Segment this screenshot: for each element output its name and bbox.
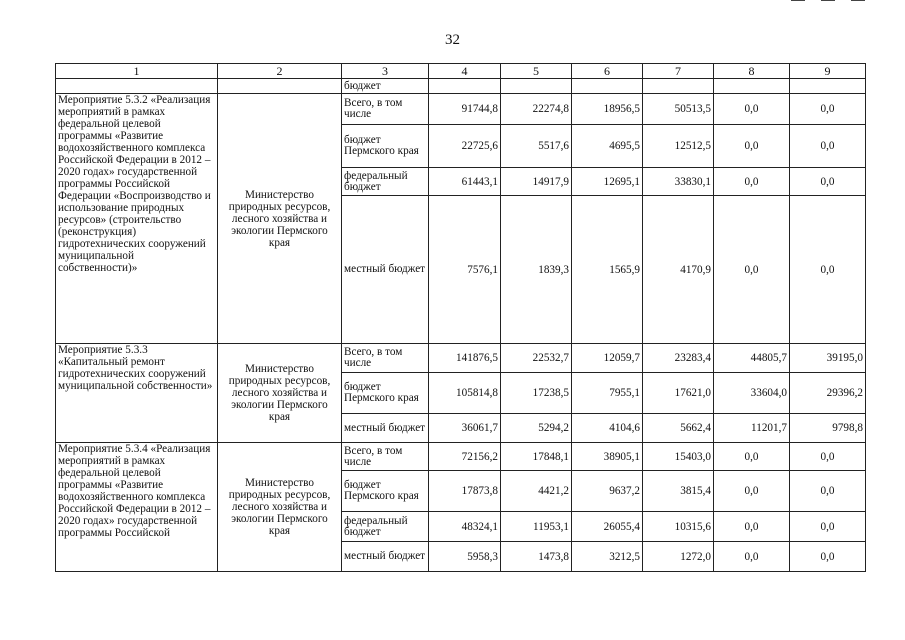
value-cell: 1272,0 bbox=[643, 542, 714, 572]
continuation-row bbox=[56, 79, 866, 94]
value-cell: 48324,1 bbox=[429, 512, 501, 542]
value-cell: 5958,3 bbox=[429, 542, 501, 572]
fund-cell: бюджет Пермского края bbox=[342, 373, 429, 414]
value-cell: 61443,1 bbox=[429, 168, 501, 196]
value-cell: 29396,2 bbox=[790, 373, 866, 414]
value-cell: 12695,1 bbox=[572, 168, 643, 196]
value-cell: 17848,1 bbox=[501, 443, 572, 471]
header-cell: 1 bbox=[56, 64, 218, 79]
activity-cell: Мероприятие 5.3.3 «Капитальный ремонт гидротехнических сооружений муниципальной собственности» bbox=[56, 344, 218, 443]
fund-cell: Всего, в том числе bbox=[342, 443, 429, 471]
value-cell: 22532,7 bbox=[501, 344, 572, 373]
header-cell: 9 bbox=[790, 64, 866, 79]
value-cell: 0,0 bbox=[790, 471, 866, 512]
budget-table bbox=[55, 63, 866, 572]
fund-cell: бюджет bbox=[342, 79, 429, 94]
fund-cell: федеральный бюджет bbox=[342, 512, 429, 542]
value-cell: 3212,5 bbox=[572, 542, 643, 572]
value-cell: 0,0 bbox=[790, 542, 866, 572]
value-cell: 0,0 bbox=[790, 443, 866, 471]
table-row bbox=[56, 443, 866, 471]
value-cell: 36061,7 bbox=[429, 414, 501, 443]
value-cell: 12059,7 bbox=[572, 344, 643, 373]
value-cell: 9798,8 bbox=[790, 414, 866, 443]
value-cell: 0,0 bbox=[714, 94, 790, 125]
scan-marks bbox=[775, 0, 865, 18]
value-cell: 91744,8 bbox=[429, 94, 501, 125]
fund-cell: Всего, в том числе bbox=[342, 94, 429, 125]
value-cell: 4170,9 bbox=[643, 196, 714, 344]
value-cell: 4104,6 bbox=[572, 414, 643, 443]
value-cell: 1565,9 bbox=[572, 196, 643, 344]
value-cell: 0,0 bbox=[714, 512, 790, 542]
header-cell: 7 bbox=[643, 64, 714, 79]
fund-cell: местный бюджет bbox=[342, 542, 429, 572]
value-cell: 17238,5 bbox=[501, 373, 572, 414]
value-cell: 44805,7 bbox=[714, 344, 790, 373]
fund-cell: местный бюджет bbox=[342, 414, 429, 443]
fund-cell: Всего, в том числе bbox=[342, 344, 429, 373]
header-cell: 6 bbox=[572, 64, 643, 79]
value-cell: 9637,2 bbox=[572, 471, 643, 512]
ministry-label: Министерство природных ресурсов, лесного хозяйства и экологии Пермского края bbox=[228, 363, 331, 423]
value-cell: 0,0 bbox=[790, 125, 866, 168]
value-cell: 15403,0 bbox=[643, 443, 714, 471]
fund-cell: бюджет Пермского края bbox=[342, 471, 429, 512]
value-cell: 105814,8 bbox=[429, 373, 501, 414]
header-cell: 4 bbox=[429, 64, 501, 79]
value-cell: 72156,2 bbox=[429, 443, 501, 471]
value-cell: 38905,1 bbox=[572, 443, 643, 471]
value-cell: 3815,4 bbox=[643, 471, 714, 512]
value-cell: 0,0 bbox=[790, 512, 866, 542]
value-cell: 10315,6 bbox=[643, 512, 714, 542]
value-cell: 18956,5 bbox=[572, 94, 643, 125]
header-cell: 8 bbox=[714, 64, 790, 79]
ministry-cell bbox=[218, 94, 342, 344]
fund-cell: бюджет Пермского края bbox=[342, 125, 429, 168]
table-row bbox=[56, 344, 866, 373]
value-cell: 1839,3 bbox=[501, 196, 572, 344]
value-cell: 5294,2 bbox=[501, 414, 572, 443]
value-cell: 0,0 bbox=[714, 471, 790, 512]
table-row bbox=[56, 94, 866, 125]
value-cell: 0,0 bbox=[714, 443, 790, 471]
value-cell: 33604,0 bbox=[714, 373, 790, 414]
value-cell: 7576,1 bbox=[429, 196, 501, 344]
ministry-label: Министерство природных ресурсов, лесного хозяйства и экологии Пермского края bbox=[228, 188, 331, 249]
value-cell: 22725,6 bbox=[429, 125, 501, 168]
fund-cell: местный бюджет bbox=[342, 196, 429, 344]
header-cell: 3 bbox=[342, 64, 429, 79]
value-cell: 50513,5 bbox=[643, 94, 714, 125]
value-cell: 4695,5 bbox=[572, 125, 643, 168]
value-cell: 7955,1 bbox=[572, 373, 643, 414]
value-cell: 0,0 bbox=[790, 196, 866, 344]
value-cell: 0,0 bbox=[714, 542, 790, 572]
value-cell: 11201,7 bbox=[714, 414, 790, 443]
ministry-label: Министерство природных ресурсов, лесного хозяйства и экологии Пермского края bbox=[228, 477, 331, 537]
page-number: 32 bbox=[445, 32, 460, 48]
value-cell: 33830,1 bbox=[643, 168, 714, 196]
value-cell: 12512,5 bbox=[643, 125, 714, 168]
value-cell: 0,0 bbox=[714, 168, 790, 196]
value-cell: 14917,9 bbox=[501, 168, 572, 196]
value-cell: 4421,2 bbox=[501, 471, 572, 512]
value-cell: 26055,4 bbox=[572, 512, 643, 542]
value-cell: 22274,8 bbox=[501, 94, 572, 125]
value-cell: 0,0 bbox=[790, 168, 866, 196]
value-cell: 5662,4 bbox=[643, 414, 714, 443]
value-cell: 17621,0 bbox=[643, 373, 714, 414]
header-cell: 2 bbox=[218, 64, 342, 79]
header-row bbox=[56, 64, 866, 79]
value-cell: 141876,5 bbox=[429, 344, 501, 373]
value-cell: 17873,8 bbox=[429, 471, 501, 512]
value-cell: 1473,8 bbox=[501, 542, 572, 572]
value-cell: 5517,6 bbox=[501, 125, 572, 168]
value-cell: 0,0 bbox=[714, 125, 790, 168]
activity-cell: Мероприятие 5.3.4 «Реализация мероприятий в рамках федеральной целевой программы «Развитие водохозяйственного комплекса Российской Федерации в 2012 – 2020 годах» государственной программы Российской bbox=[56, 443, 218, 572]
ministry-cell bbox=[218, 344, 342, 443]
value-cell: 0,0 bbox=[714, 196, 790, 344]
fund-cell: федеральный бюджет bbox=[342, 168, 429, 196]
value-cell: 0,0 bbox=[790, 94, 866, 125]
value-cell: 23283,4 bbox=[643, 344, 714, 373]
activity-cell: Мероприятие 5.3.2 «Реализация мероприятий в рамках федеральной целевой программы «Развитие водохозяйственного комплекса Российской Федерации в 2012 – 2020 годах» государственной программы Российской Федерации «Воспроизводство и использование природных ресурсов» (строительство (реконструкция) гидротехнических сооружений муниципальной собственности)» bbox=[56, 94, 218, 344]
header-cell: 5 bbox=[501, 64, 572, 79]
value-cell: 11953,1 bbox=[501, 512, 572, 542]
value-cell: 39195,0 bbox=[790, 344, 866, 373]
ministry-cell bbox=[218, 443, 342, 572]
